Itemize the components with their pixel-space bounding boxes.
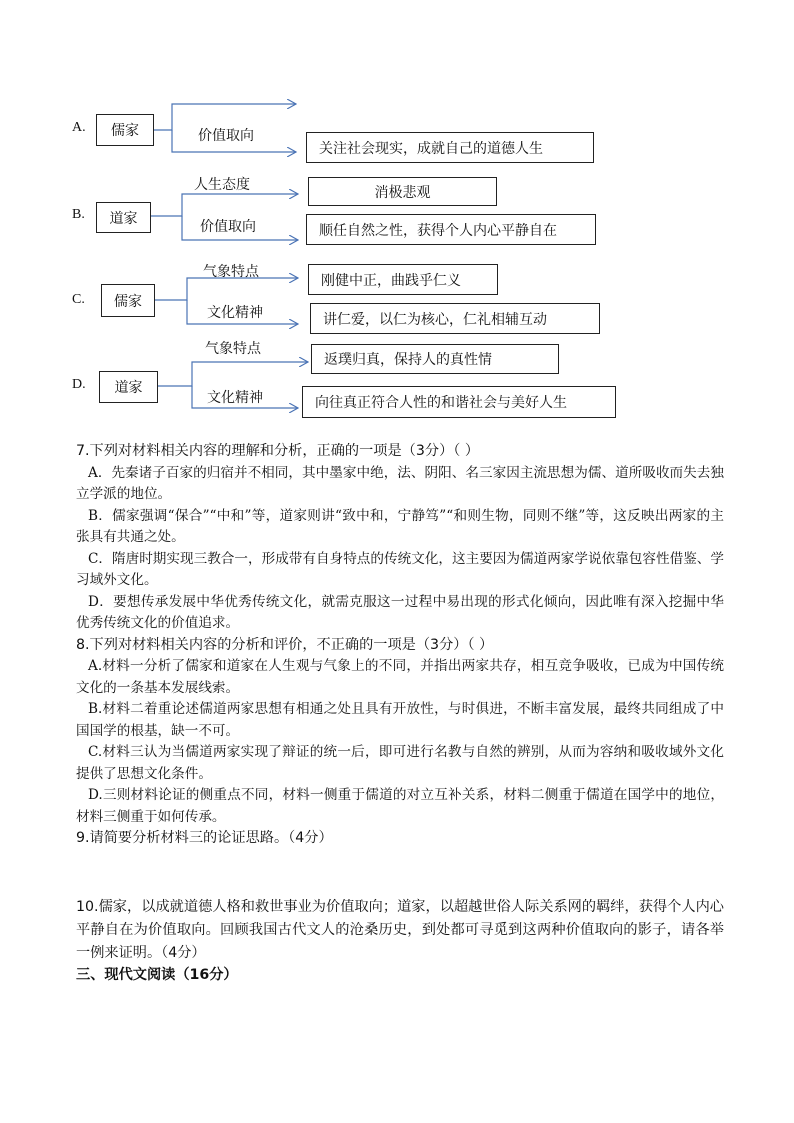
option-d-label-1: 气象特点 <box>205 341 261 357</box>
section-3-heading: 三、现代文阅读（16分） <box>76 966 238 983</box>
option-b-box-1: 消极悲观 <box>308 177 497 206</box>
option-c-box-1: 刚健中正，曲践乎仁义 <box>308 264 498 295</box>
q8-stem: 8.下列对材料相关内容的分析和评价，不正确的一项是（3分）（ ） <box>76 636 494 653</box>
options-diagram <box>0 0 794 430</box>
option-a-connector <box>154 104 296 130</box>
option-d-box-2: 向往真正符合人性的和谐社会与美好人生 <box>302 386 616 418</box>
q7-option-a: A．先秦诸子百家的归宿并不相同，其中墨家中绝，法、阴阳、名三家因主流思想为儒、道所吸收而失去独立学派的地位。 <box>76 464 724 502</box>
option-b-label-2: 价值取向 <box>200 219 256 235</box>
option-c-letter: C. <box>72 292 85 307</box>
option-d-label-2: 文化精神 <box>207 390 263 406</box>
option-d-connector <box>158 362 308 386</box>
option-b-box-2: 顺任自然之性，获得个人内心平静自在 <box>306 214 596 245</box>
q8-option-d: D.三则材料论证的侧重点不同，材料一侧重于儒道的对立互补关系，材料二侧重于儒道在国学中的地位，材料三侧重于如何传承。 <box>76 787 724 825</box>
option-a-letter: A. <box>72 120 86 135</box>
option-c-box-2: 讲仁爱，以仁为核心，仁礼相辅互动 <box>310 303 600 334</box>
option-b-school-box: 道家 <box>96 202 151 233</box>
option-c-connector <box>155 278 298 300</box>
q9-answer-space <box>76 850 724 896</box>
questions-body <box>76 441 724 986</box>
option-c-label-2: 文化精神 <box>207 305 263 321</box>
q8-option-c: C.材料三认为当儒道两家实现了辩证的统一后，即可进行名教与自然的辨别，从而为容纳和吸收域外文化提供了思想文化条件。 <box>76 744 724 782</box>
option-c-school-box: 儒家 <box>101 284 155 317</box>
q7-option-d: D．要想传承发展中华优秀传统文化，就需克服这一过程中易出现的形式化倾向，因此唯有深入挖掘中华优秀传统文化的价值追求。 <box>76 593 724 631</box>
q7-option-b: B．儒家强调“保合”“中和”等，道家则讲“致中和，宁静笃”“和则生物，同则不继”等，这反映出两家的主张具有共通之处。 <box>76 507 724 545</box>
option-c-label-1: 气象特点 <box>203 264 259 280</box>
q10-stem: 10.儒家，以成就道德人格和救世事业为价值取向；道家，以超越世俗人际关系网的羁绊，获得个人内心平静自在为价值取向。回顾我国古代文人的沧桑历史，到处都可寻觅到这两种价值取向的影子，请各举一例来证明。（4分） <box>76 898 724 961</box>
option-a-school-box: 儒家 <box>96 114 154 146</box>
option-a-label-2: 价值取向 <box>198 128 254 144</box>
option-a-box-2: 关注社会现实，成就自己的道德人生 <box>306 132 594 163</box>
option-b-label-1: 人生态度 <box>194 177 250 193</box>
q7-option-c: C．隋唐时期实现三教合一，形成带有自身特点的传统文化，这主要因为儒道两家学说依靠包容性借鉴、学习域外文化。 <box>76 550 724 588</box>
q9-stem: 9.请简要分析材料三的论证思路。（4分） <box>76 830 333 846</box>
q7-stem: 7.下列对材料相关内容的理解和分析，正确的一项是（3分）（ ） <box>76 443 480 459</box>
option-d-school-box: 道家 <box>99 371 158 403</box>
q8-option-b: B.材料二着重论述儒道两家思想有相通之处且具有开放性，与时俱进，不断丰富发展，最终共同组成了中国国学的根基，缺一不可。 <box>76 701 724 739</box>
q8-option-a: A.材料一分析了儒家和道家在人生观与气象上的不同，并指出两家共存，相互竞争吸收，已成为中国传统文化的一条基本发展线索。 <box>76 658 724 696</box>
option-b-connector <box>151 194 298 216</box>
option-d-letter: D. <box>72 377 86 392</box>
option-b-letter: B. <box>72 207 85 222</box>
option-d-box-1: 返璞归真，保持人的真性情 <box>311 344 559 374</box>
